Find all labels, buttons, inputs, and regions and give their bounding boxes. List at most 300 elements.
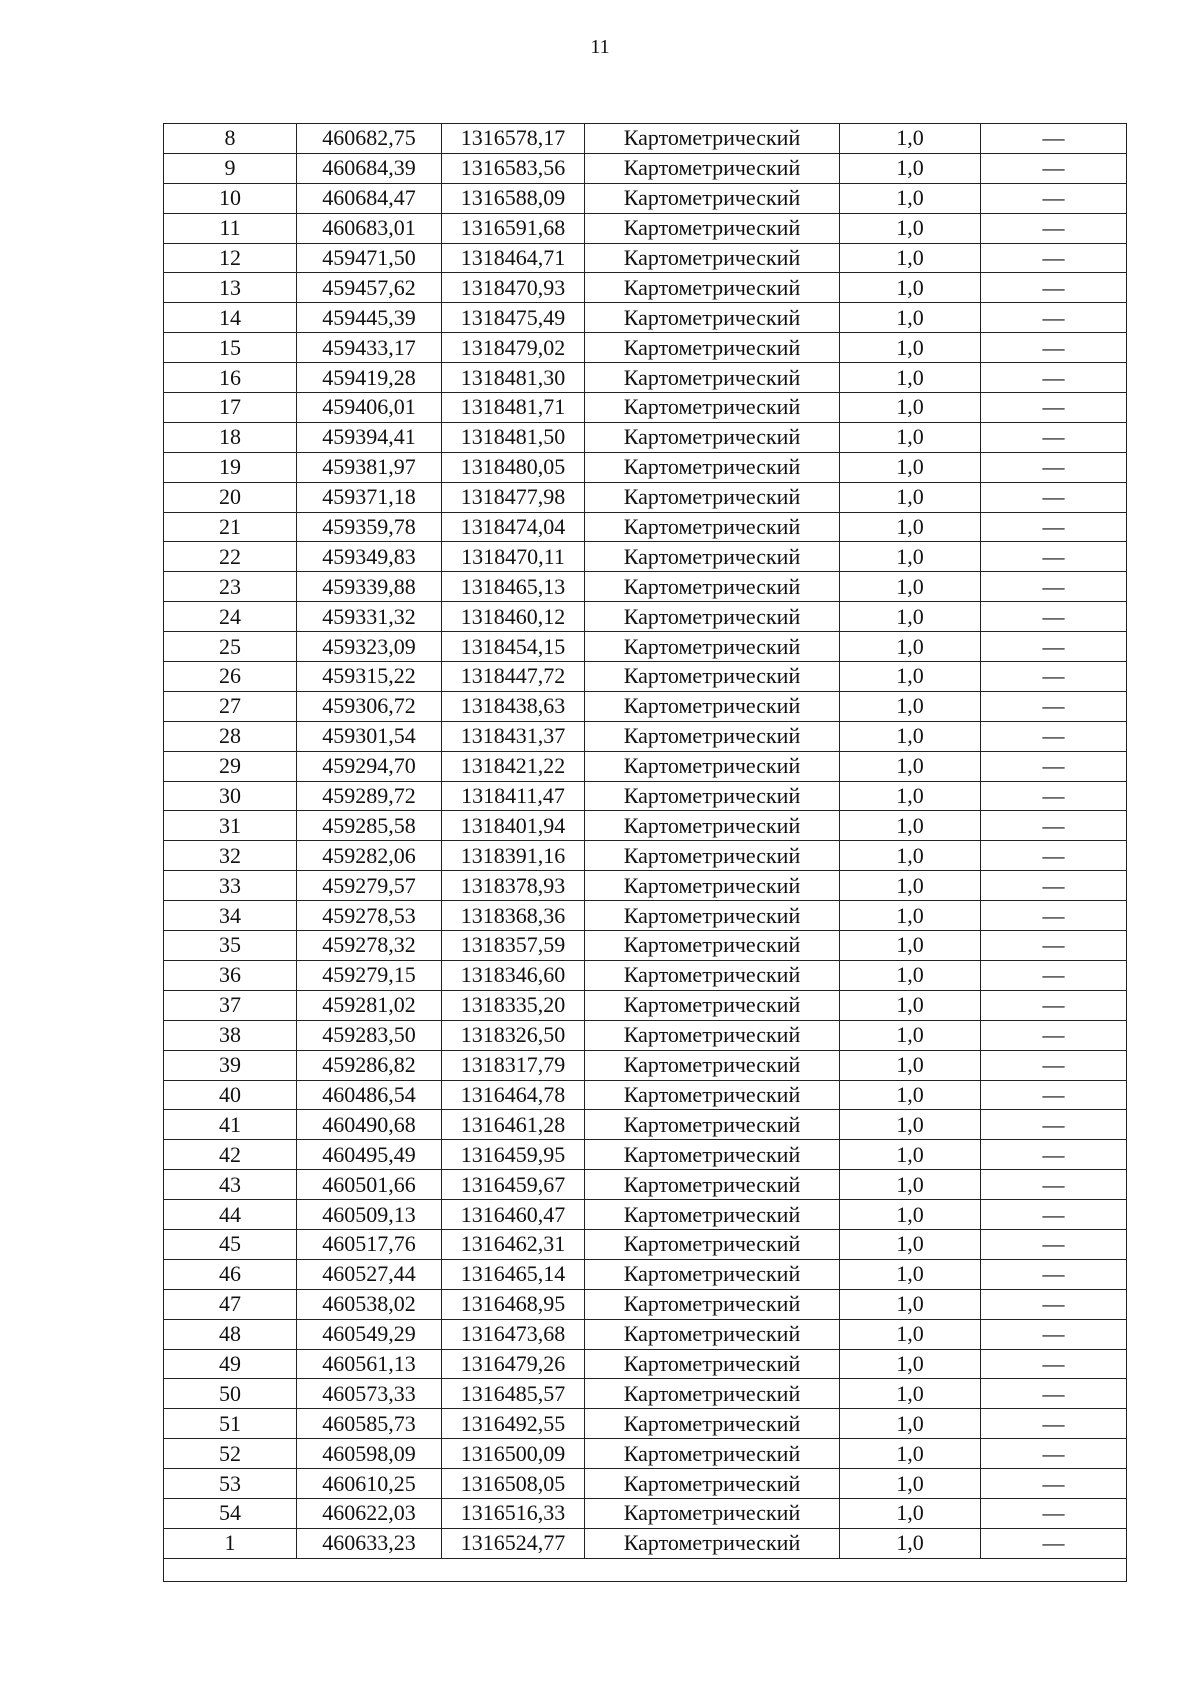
y-coordinate-cell: 1316461,28 <box>442 1110 585 1140</box>
x-coordinate-cell: 460501,66 <box>297 1170 442 1200</box>
x-coordinate-cell: 459294,70 <box>297 751 442 781</box>
y-coordinate-cell: 1318464,71 <box>442 243 585 273</box>
table-row <box>164 1498 1127 1528</box>
point-number-cell: 50 <box>164 1379 297 1409</box>
table-row <box>164 632 1127 662</box>
x-coordinate-cell: 460490,68 <box>297 1110 442 1140</box>
x-coordinate-cell: 460495,49 <box>297 1140 442 1170</box>
point-number-cell: 32 <box>164 841 297 871</box>
accuracy-cell: 1,0 <box>840 1469 981 1499</box>
table-row <box>164 363 1127 393</box>
description-cell: — <box>981 1319 1127 1349</box>
point-number-cell: 53 <box>164 1469 297 1499</box>
method-cell: Картометрический <box>585 901 840 931</box>
accuracy-cell: 1,0 <box>840 901 981 931</box>
x-coordinate-cell: 460682,75 <box>297 124 442 154</box>
point-number-cell: 8 <box>164 124 297 154</box>
method-cell: Картометрический <box>585 393 840 423</box>
table-row <box>164 751 1127 781</box>
point-number-cell: 17 <box>164 393 297 423</box>
x-coordinate-cell: 459359,78 <box>297 512 442 542</box>
point-number-cell: 13 <box>164 273 297 303</box>
method-cell: Картометрический <box>585 333 840 363</box>
x-coordinate-cell: 459471,50 <box>297 243 442 273</box>
accuracy-cell: 1,0 <box>840 1379 981 1409</box>
y-coordinate-cell: 1318474,04 <box>442 512 585 542</box>
y-coordinate-cell: 1316479,26 <box>442 1349 585 1379</box>
x-coordinate-cell: 459445,39 <box>297 303 442 333</box>
table-row <box>164 1319 1127 1349</box>
x-coordinate-cell: 459419,28 <box>297 363 442 393</box>
description-cell: — <box>981 1110 1127 1140</box>
accuracy-cell: 1,0 <box>840 1050 981 1080</box>
accuracy-cell: 1,0 <box>840 303 981 333</box>
y-coordinate-cell: 1318479,02 <box>442 333 585 363</box>
method-cell: Картометрический <box>585 811 840 841</box>
y-coordinate-cell: 1318475,49 <box>442 303 585 333</box>
description-cell: — <box>981 781 1127 811</box>
y-coordinate-cell: 1316524,77 <box>442 1528 585 1558</box>
method-cell: Картометрический <box>585 273 840 303</box>
point-number-cell: 41 <box>164 1110 297 1140</box>
x-coordinate-cell: 459279,15 <box>297 960 442 990</box>
method-cell: Картометрический <box>585 841 840 871</box>
method-cell: Картометрический <box>585 691 840 721</box>
method-cell: Картометрический <box>585 1200 840 1230</box>
point-number-cell: 24 <box>164 602 297 632</box>
accuracy-cell: 1,0 <box>840 333 981 363</box>
description-cell: — <box>981 990 1127 1020</box>
y-coordinate-cell: 1316468,95 <box>442 1289 585 1319</box>
method-cell: Картометрический <box>585 512 840 542</box>
accuracy-cell: 1,0 <box>840 781 981 811</box>
point-number-cell: 28 <box>164 721 297 751</box>
x-coordinate-cell: 459331,32 <box>297 602 442 632</box>
y-coordinate-cell: 1318477,98 <box>442 482 585 512</box>
method-cell: Картометрический <box>585 482 840 512</box>
point-number-cell: 44 <box>164 1200 297 1230</box>
description-cell: — <box>981 931 1127 961</box>
description-cell: — <box>981 1200 1127 1230</box>
x-coordinate-cell: 460683,01 <box>297 213 442 243</box>
y-coordinate-cell: 1316459,95 <box>442 1140 585 1170</box>
x-coordinate-cell: 460622,03 <box>297 1498 442 1528</box>
table-row <box>164 1289 1127 1319</box>
table-row <box>164 1170 1127 1200</box>
description-cell: — <box>981 1528 1127 1558</box>
table-row <box>164 482 1127 512</box>
method-cell: Картометрический <box>585 931 840 961</box>
x-coordinate-cell: 459394,41 <box>297 422 442 452</box>
y-coordinate-cell: 1316464,78 <box>442 1080 585 1110</box>
description-cell: — <box>981 303 1127 333</box>
accuracy-cell: 1,0 <box>840 1528 981 1558</box>
accuracy-cell: 1,0 <box>840 841 981 871</box>
method-cell: Картометрический <box>585 1439 840 1469</box>
description-cell: — <box>981 841 1127 871</box>
point-number-cell: 23 <box>164 572 297 602</box>
method-cell: Картометрический <box>585 124 840 154</box>
accuracy-cell: 1,0 <box>840 990 981 1020</box>
empty-cell <box>164 1558 1127 1581</box>
x-coordinate-cell: 460633,23 <box>297 1528 442 1558</box>
description-cell: — <box>981 363 1127 393</box>
accuracy-cell: 1,0 <box>840 393 981 423</box>
method-cell: Картометрический <box>585 990 840 1020</box>
point-number-cell: 11 <box>164 213 297 243</box>
accuracy-cell: 1,0 <box>840 662 981 692</box>
x-coordinate-cell: 460684,47 <box>297 183 442 213</box>
x-coordinate-cell: 460585,73 <box>297 1409 442 1439</box>
table-row <box>164 602 1127 632</box>
description-cell: — <box>981 542 1127 572</box>
y-coordinate-cell: 1318447,72 <box>442 662 585 692</box>
description-cell: — <box>981 871 1127 901</box>
y-coordinate-cell: 1318481,71 <box>442 393 585 423</box>
accuracy-cell: 1,0 <box>840 1498 981 1528</box>
method-cell: Картометрический <box>585 183 840 213</box>
x-coordinate-cell: 459339,88 <box>297 572 442 602</box>
y-coordinate-cell: 1318470,93 <box>442 273 585 303</box>
y-coordinate-cell: 1318421,22 <box>442 751 585 781</box>
method-cell: Картометрический <box>585 1140 840 1170</box>
point-number-cell: 10 <box>164 183 297 213</box>
description-cell: — <box>981 1020 1127 1050</box>
description-cell: — <box>981 572 1127 602</box>
description-cell: — <box>981 1140 1127 1170</box>
table-row <box>164 572 1127 602</box>
x-coordinate-cell: 460598,09 <box>297 1439 442 1469</box>
table-row <box>164 1349 1127 1379</box>
y-coordinate-cell: 1318368,36 <box>442 901 585 931</box>
method-cell: Картометрический <box>585 303 840 333</box>
point-number-cell: 9 <box>164 153 297 183</box>
table-row <box>164 1469 1127 1499</box>
x-coordinate-cell: 459286,82 <box>297 1050 442 1080</box>
x-coordinate-cell: 459283,50 <box>297 1020 442 1050</box>
accuracy-cell: 1,0 <box>840 1170 981 1200</box>
method-cell: Картометрический <box>585 1528 840 1558</box>
point-number-cell: 14 <box>164 303 297 333</box>
accuracy-cell: 1,0 <box>840 871 981 901</box>
y-coordinate-cell: 1316500,09 <box>442 1439 585 1469</box>
table-row <box>164 1050 1127 1080</box>
x-coordinate-cell: 459278,53 <box>297 901 442 931</box>
method-cell: Картометрический <box>585 1469 840 1499</box>
method-cell: Картометрический <box>585 1319 840 1349</box>
point-number-cell: 25 <box>164 632 297 662</box>
point-number-cell: 38 <box>164 1020 297 1050</box>
table-row <box>164 1110 1127 1140</box>
point-number-cell: 22 <box>164 542 297 572</box>
table-row <box>164 990 1127 1020</box>
method-cell: Картометрический <box>585 1289 840 1319</box>
method-cell: Картометрический <box>585 1498 840 1528</box>
accuracy-cell: 1,0 <box>840 542 981 572</box>
method-cell: Картометрический <box>585 1020 840 1050</box>
table-row <box>164 691 1127 721</box>
accuracy-cell: 1,0 <box>840 1439 981 1469</box>
x-coordinate-cell: 459281,02 <box>297 990 442 1020</box>
method-cell: Картометрический <box>585 1110 840 1140</box>
accuracy-cell: 1,0 <box>840 422 981 452</box>
y-coordinate-cell: 1316591,68 <box>442 213 585 243</box>
accuracy-cell: 1,0 <box>840 721 981 751</box>
description-cell: — <box>981 124 1127 154</box>
x-coordinate-cell: 460486,54 <box>297 1080 442 1110</box>
description-cell: — <box>981 1080 1127 1110</box>
table-row <box>164 1229 1127 1259</box>
point-number-cell: 21 <box>164 512 297 542</box>
y-coordinate-cell: 1318411,47 <box>442 781 585 811</box>
point-number-cell: 52 <box>164 1439 297 1469</box>
accuracy-cell: 1,0 <box>840 691 981 721</box>
x-coordinate-cell: 460538,02 <box>297 1289 442 1319</box>
accuracy-cell: 1,0 <box>840 363 981 393</box>
y-coordinate-cell: 1316583,56 <box>442 153 585 183</box>
x-coordinate-cell: 459349,83 <box>297 542 442 572</box>
method-cell: Картометрический <box>585 422 840 452</box>
description-cell: — <box>981 482 1127 512</box>
point-number-cell: 19 <box>164 452 297 482</box>
y-coordinate-cell: 1318357,59 <box>442 931 585 961</box>
accuracy-cell: 1,0 <box>840 512 981 542</box>
method-cell: Картометрический <box>585 1409 840 1439</box>
x-coordinate-cell: 459306,72 <box>297 691 442 721</box>
method-cell: Картометрический <box>585 542 840 572</box>
point-number-cell: 35 <box>164 931 297 961</box>
table-row <box>164 721 1127 751</box>
point-number-cell: 46 <box>164 1259 297 1289</box>
y-coordinate-cell: 1316460,47 <box>442 1200 585 1230</box>
description-cell: — <box>981 751 1127 781</box>
y-coordinate-cell: 1318378,93 <box>442 871 585 901</box>
table-row <box>164 1080 1127 1110</box>
accuracy-cell: 1,0 <box>840 153 981 183</box>
table-row <box>164 1259 1127 1289</box>
description-cell: — <box>981 1379 1127 1409</box>
y-coordinate-cell: 1316578,17 <box>442 124 585 154</box>
table-row <box>164 213 1127 243</box>
y-coordinate-cell: 1318465,13 <box>442 572 585 602</box>
point-number-cell: 51 <box>164 1409 297 1439</box>
accuracy-cell: 1,0 <box>840 572 981 602</box>
description-cell: — <box>981 1229 1127 1259</box>
description-cell: — <box>981 811 1127 841</box>
method-cell: Картометрический <box>585 632 840 662</box>
method-cell: Картометрический <box>585 721 840 751</box>
table-row <box>164 124 1127 154</box>
accuracy-cell: 1,0 <box>840 452 981 482</box>
method-cell: Картометрический <box>585 1050 840 1080</box>
y-coordinate-cell: 1318326,50 <box>442 1020 585 1050</box>
description-cell: — <box>981 721 1127 751</box>
method-cell: Картометрический <box>585 960 840 990</box>
point-number-cell: 42 <box>164 1140 297 1170</box>
description-cell: — <box>981 1409 1127 1439</box>
method-cell: Картометрический <box>585 1349 840 1379</box>
table-row <box>164 901 1127 931</box>
point-number-cell: 15 <box>164 333 297 363</box>
table-row <box>164 452 1127 482</box>
description-cell: — <box>981 1349 1127 1379</box>
table-row <box>164 1140 1127 1170</box>
point-number-cell: 39 <box>164 1050 297 1080</box>
point-number-cell: 45 <box>164 1229 297 1259</box>
y-coordinate-cell: 1316516,33 <box>442 1498 585 1528</box>
y-coordinate-cell: 1318460,12 <box>442 602 585 632</box>
point-number-cell: 37 <box>164 990 297 1020</box>
x-coordinate-cell: 459289,72 <box>297 781 442 811</box>
x-coordinate-cell: 459301,54 <box>297 721 442 751</box>
y-coordinate-cell: 1318481,30 <box>442 363 585 393</box>
x-coordinate-cell: 459457,62 <box>297 273 442 303</box>
method-cell: Картометрический <box>585 1259 840 1289</box>
point-number-cell: 34 <box>164 901 297 931</box>
point-number-cell: 48 <box>164 1319 297 1349</box>
x-coordinate-cell: 460610,25 <box>297 1469 442 1499</box>
method-cell: Картометрический <box>585 572 840 602</box>
x-coordinate-cell: 459279,57 <box>297 871 442 901</box>
method-cell: Картометрический <box>585 662 840 692</box>
point-number-cell: 18 <box>164 422 297 452</box>
accuracy-cell: 1,0 <box>840 1319 981 1349</box>
x-coordinate-cell: 460573,33 <box>297 1379 442 1409</box>
point-number-cell: 54 <box>164 1498 297 1528</box>
method-cell: Картометрический <box>585 213 840 243</box>
accuracy-cell: 1,0 <box>840 960 981 990</box>
y-coordinate-cell: 1316492,55 <box>442 1409 585 1439</box>
method-cell: Картометрический <box>585 602 840 632</box>
table-row <box>164 662 1127 692</box>
description-cell: — <box>981 273 1127 303</box>
empty-row <box>164 1558 1127 1581</box>
method-cell: Картометрический <box>585 153 840 183</box>
accuracy-cell: 1,0 <box>840 1349 981 1379</box>
description-cell: — <box>981 1170 1127 1200</box>
table-body <box>164 124 1127 1582</box>
coordinates-table <box>163 123 1127 1582</box>
point-number-cell: 27 <box>164 691 297 721</box>
description-cell: — <box>981 213 1127 243</box>
method-cell: Картометрический <box>585 1229 840 1259</box>
description-cell: — <box>981 153 1127 183</box>
accuracy-cell: 1,0 <box>840 1080 981 1110</box>
x-coordinate-cell: 459406,01 <box>297 393 442 423</box>
point-number-cell: 1 <box>164 1528 297 1558</box>
table-row <box>164 542 1127 572</box>
y-coordinate-cell: 1318480,05 <box>442 452 585 482</box>
description-cell: — <box>981 1439 1127 1469</box>
x-coordinate-cell: 459315,22 <box>297 662 442 692</box>
point-number-cell: 49 <box>164 1349 297 1379</box>
point-number-cell: 26 <box>164 662 297 692</box>
description-cell: — <box>981 632 1127 662</box>
x-coordinate-cell: 459285,58 <box>297 811 442 841</box>
method-cell: Картометрический <box>585 363 840 393</box>
accuracy-cell: 1,0 <box>840 482 981 512</box>
x-coordinate-cell: 459381,97 <box>297 452 442 482</box>
x-coordinate-cell: 460517,76 <box>297 1229 442 1259</box>
accuracy-cell: 1,0 <box>840 124 981 154</box>
table-row <box>164 243 1127 273</box>
point-number-cell: 29 <box>164 751 297 781</box>
method-cell: Картометрический <box>585 1080 840 1110</box>
table-row <box>164 393 1127 423</box>
page-number: 11 <box>590 36 610 58</box>
y-coordinate-cell: 1318391,16 <box>442 841 585 871</box>
method-cell: Картометрический <box>585 751 840 781</box>
x-coordinate-cell: 460527,44 <box>297 1259 442 1289</box>
table-row <box>164 781 1127 811</box>
y-coordinate-cell: 1316508,05 <box>442 1469 585 1499</box>
method-cell: Картометрический <box>585 243 840 273</box>
x-coordinate-cell: 460684,39 <box>297 153 442 183</box>
description-cell: — <box>981 691 1127 721</box>
point-number-cell: 40 <box>164 1080 297 1110</box>
table-row <box>164 422 1127 452</box>
table-row <box>164 153 1127 183</box>
x-coordinate-cell: 460509,13 <box>297 1200 442 1230</box>
table-row <box>164 871 1127 901</box>
table-row <box>164 303 1127 333</box>
accuracy-cell: 1,0 <box>840 1140 981 1170</box>
point-number-cell: 43 <box>164 1170 297 1200</box>
y-coordinate-cell: 1316473,68 <box>442 1319 585 1349</box>
accuracy-cell: 1,0 <box>840 1200 981 1230</box>
point-number-cell: 47 <box>164 1289 297 1319</box>
description-cell: — <box>981 393 1127 423</box>
table-row <box>164 1379 1127 1409</box>
table-row <box>164 512 1127 542</box>
accuracy-cell: 1,0 <box>840 273 981 303</box>
description-cell: — <box>981 662 1127 692</box>
table-row <box>164 1528 1127 1558</box>
accuracy-cell: 1,0 <box>840 1259 981 1289</box>
description-cell: — <box>981 1050 1127 1080</box>
point-number-cell: 31 <box>164 811 297 841</box>
method-cell: Картометрический <box>585 781 840 811</box>
table-row <box>164 183 1127 213</box>
y-coordinate-cell: 1316462,31 <box>442 1229 585 1259</box>
y-coordinate-cell: 1318470,11 <box>442 542 585 572</box>
point-number-cell: 20 <box>164 482 297 512</box>
description-cell: — <box>981 1289 1127 1319</box>
x-coordinate-cell: 459282,06 <box>297 841 442 871</box>
table-row <box>164 1200 1127 1230</box>
table-row <box>164 333 1127 363</box>
table-row <box>164 273 1127 303</box>
accuracy-cell: 1,0 <box>840 811 981 841</box>
y-coordinate-cell: 1318401,94 <box>442 811 585 841</box>
description-cell: — <box>981 333 1127 363</box>
point-number-cell: 16 <box>164 363 297 393</box>
y-coordinate-cell: 1316588,09 <box>442 183 585 213</box>
description-cell: — <box>981 960 1127 990</box>
x-coordinate-cell: 459278,32 <box>297 931 442 961</box>
accuracy-cell: 1,0 <box>840 1229 981 1259</box>
table-row <box>164 811 1127 841</box>
y-coordinate-cell: 1318346,60 <box>442 960 585 990</box>
y-coordinate-cell: 1318431,37 <box>442 721 585 751</box>
description-cell: — <box>981 243 1127 273</box>
accuracy-cell: 1,0 <box>840 213 981 243</box>
y-coordinate-cell: 1316465,14 <box>442 1259 585 1289</box>
x-coordinate-cell: 460561,13 <box>297 1349 442 1379</box>
description-cell: — <box>981 1259 1127 1289</box>
table-row <box>164 841 1127 871</box>
y-coordinate-cell: 1316485,57 <box>442 1379 585 1409</box>
